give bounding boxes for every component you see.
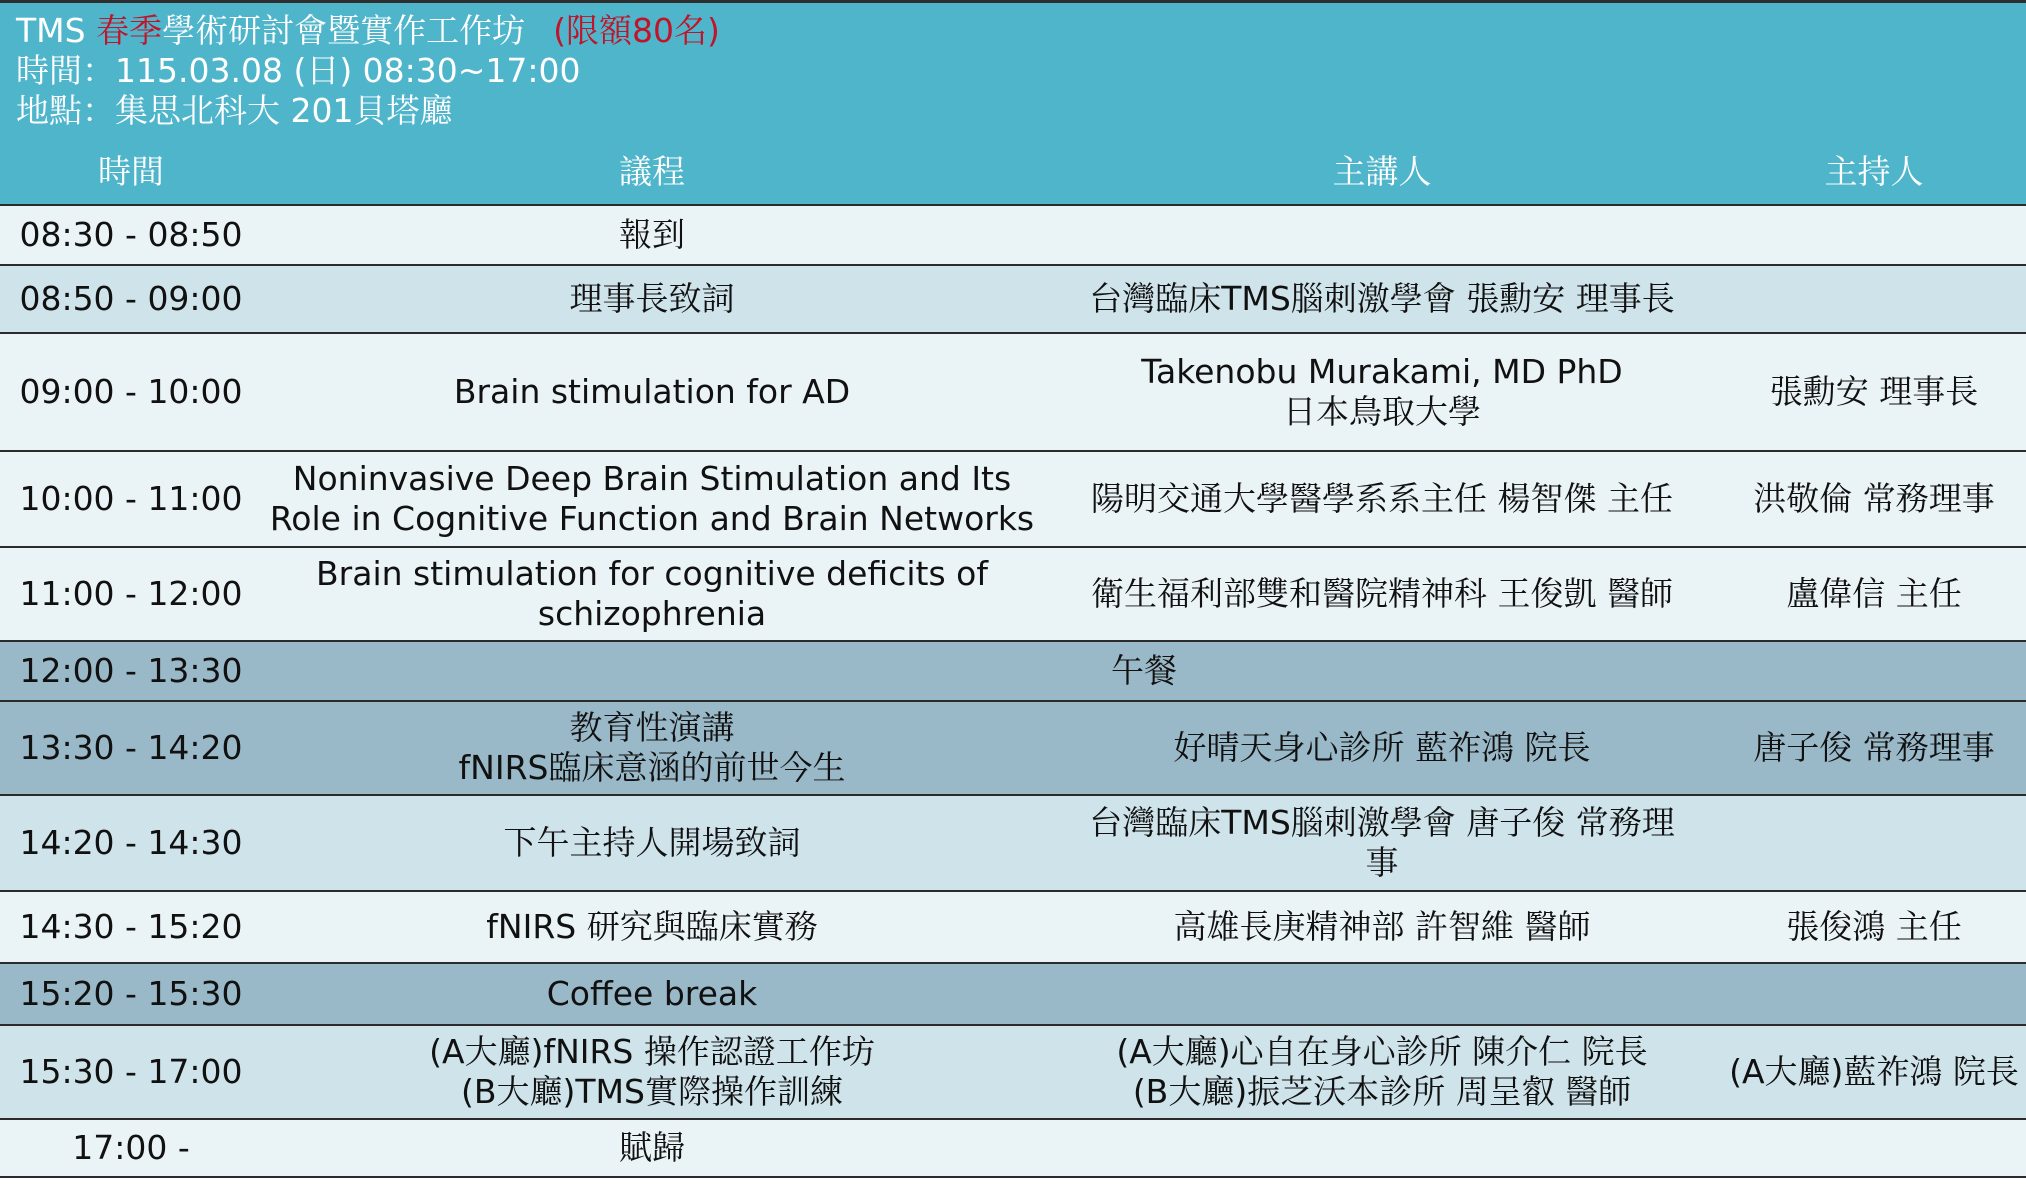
speaker-line: 台灣臨床TMS腦刺激學會 張勳安 理事長: [1089, 279, 1675, 318]
table-row: [0, 451, 2026, 547]
speaker-cell: [1042, 701, 1722, 795]
column-header-time: 時間: [0, 140, 262, 205]
speaker-cell: [1042, 205, 1722, 265]
host-cell: [1722, 205, 2026, 265]
speaker-cell: [1042, 547, 1722, 641]
agenda-cell: [262, 795, 1042, 891]
time-cell: 09:00 - 10:00: [0, 333, 262, 451]
table-row: [0, 333, 2026, 451]
lunch-cell: 午餐: [262, 641, 2026, 701]
title-suffix: 學術研討會暨實作工作坊: [162, 11, 526, 50]
host-cell: 洪敬倫 常務理事: [1722, 451, 2026, 547]
table-row: [0, 701, 2026, 795]
agenda-line: (B大廳)TMS實際操作訓練: [461, 1072, 843, 1111]
agenda-line: fNIRS 研究與臨床實務: [486, 907, 818, 946]
column-header-agenda: 議程: [262, 140, 1042, 205]
table-row: [0, 891, 2026, 963]
table-row: [0, 1119, 2026, 1177]
speaker-line: (B大廳)振芝沃本診所 周呈叡 醫師: [1132, 1072, 1632, 1111]
column-header-host: 主持人: [1722, 140, 2026, 205]
agenda-cell: [262, 265, 1042, 333]
agenda-line: schizophrenia: [537, 594, 767, 633]
host-cell: 張俊鴻 主任: [1722, 891, 2026, 963]
agenda-line: 報到: [619, 215, 685, 254]
time-cell: 12:00 - 13:30: [0, 641, 262, 701]
speaker-line: 台灣臨床TMS腦刺激學會 唐子俊 常務理: [1089, 803, 1675, 842]
agenda-cell: [262, 1025, 1042, 1119]
host-cell: [1722, 963, 2026, 1025]
agenda-line: 下午主持人開場致詞: [503, 823, 801, 862]
table-row: [0, 265, 2026, 333]
time-cell: 08:50 - 09:00: [0, 265, 262, 333]
agenda-cell: [262, 547, 1042, 641]
speaker-line: Takenobu Murakami, MD PhD: [1141, 352, 1623, 391]
time-cell: 14:20 - 14:30: [0, 795, 262, 891]
speaker-cell: [1042, 795, 1722, 891]
host-cell: 唐子俊 常務理事: [1722, 701, 2026, 795]
agenda-table: [0, 140, 2026, 1178]
title-season: 春季: [96, 11, 163, 50]
table-row: [0, 963, 2026, 1025]
lunch-row: [0, 641, 2026, 701]
table-row: [0, 547, 2026, 641]
speaker-cell: [1042, 891, 1722, 963]
agenda-line: Role in Cognitive Function and Brain Networks: [269, 499, 1035, 538]
agenda-cell: [262, 451, 1042, 547]
host-cell: 盧偉信 主任: [1722, 547, 2026, 641]
title-prefix: TMS: [16, 11, 97, 50]
agenda-line: Coffee break: [546, 974, 758, 1013]
table-row: [0, 205, 2026, 265]
agenda-line: 理事長致詞: [569, 279, 735, 318]
speaker-cell: [1042, 1119, 1722, 1177]
agenda-cell: [262, 891, 1042, 963]
agenda-line: Noninvasive Deep Brain Stimulation and Its: [292, 459, 1012, 498]
agenda-cell: [262, 701, 1042, 795]
host-cell: 張勳安 理事長: [1722, 333, 2026, 451]
agenda-cell: [262, 333, 1042, 451]
table-header-row: [0, 140, 2026, 205]
speaker-line: 日本鳥取大學: [1283, 392, 1481, 431]
time-cell: 13:30 - 14:20: [0, 701, 262, 795]
agenda-line: 賦歸: [619, 1128, 685, 1167]
host-cell: (A大廳)藍祚鴻 院長: [1722, 1025, 2026, 1119]
time-cell: 15:30 - 17:00: [0, 1025, 262, 1119]
agenda-line: Brain stimulation for cognitive deficits of: [316, 554, 988, 593]
speaker-line: 好晴天身心診所 藍祚鴻 院長: [1173, 728, 1591, 767]
time-cell: 11:00 - 12:00: [0, 547, 262, 641]
host-cell: [1722, 1119, 2026, 1177]
host-cell: [1722, 265, 2026, 333]
event-banner: [0, 0, 2026, 140]
agenda-line: fNIRS臨床意涵的前世今生: [458, 748, 846, 787]
speaker-cell: [1042, 1025, 1722, 1119]
time-cell: 15:20 - 15:30: [0, 963, 262, 1025]
quota-note: (限額80名): [553, 11, 720, 50]
event-venue: 地點：集思北科大 201貝塔廳: [16, 91, 453, 130]
time-cell: 10:00 - 11:00: [0, 451, 262, 547]
time-cell: 14:30 - 15:20: [0, 891, 262, 963]
speaker-cell: [1042, 963, 1722, 1025]
agenda-cell: [262, 205, 1042, 265]
agenda-line: (A大廳)fNIRS 操作認證工作坊: [429, 1032, 875, 1071]
event-time: 時間：115.03.08 (日) 08:30~17:00: [16, 51, 581, 90]
agenda-line: Brain stimulation for AD: [453, 372, 851, 411]
table-row: [0, 1025, 2026, 1119]
agenda-cell: [262, 1119, 1042, 1177]
speaker-cell: [1042, 451, 1722, 547]
time-cell: 08:30 - 08:50: [0, 205, 262, 265]
event-title: [16, 11, 2010, 51]
speaker-cell: [1042, 265, 1722, 333]
speaker-line: 衛生福利部雙和醫院精神科 王俊凱 醫師: [1091, 574, 1673, 613]
column-header-speaker: 主講人: [1042, 140, 1722, 205]
speaker-line: (A大廳)心自在身心診所 陳介仁 院長: [1116, 1032, 1648, 1071]
host-cell: [1722, 795, 2026, 891]
speaker-cell: [1042, 333, 1722, 451]
agenda-cell: [262, 963, 1042, 1025]
speaker-line: 陽明交通大學醫學系系主任 楊智傑 主任: [1091, 479, 1673, 518]
speaker-line: 高雄長庚精神部 許智維 醫師: [1173, 907, 1591, 946]
time-cell: 17:00 -: [0, 1119, 262, 1177]
speaker-line: 事: [1365, 843, 1399, 882]
table-row: [0, 795, 2026, 891]
agenda-line: 教育性演講: [569, 708, 735, 747]
